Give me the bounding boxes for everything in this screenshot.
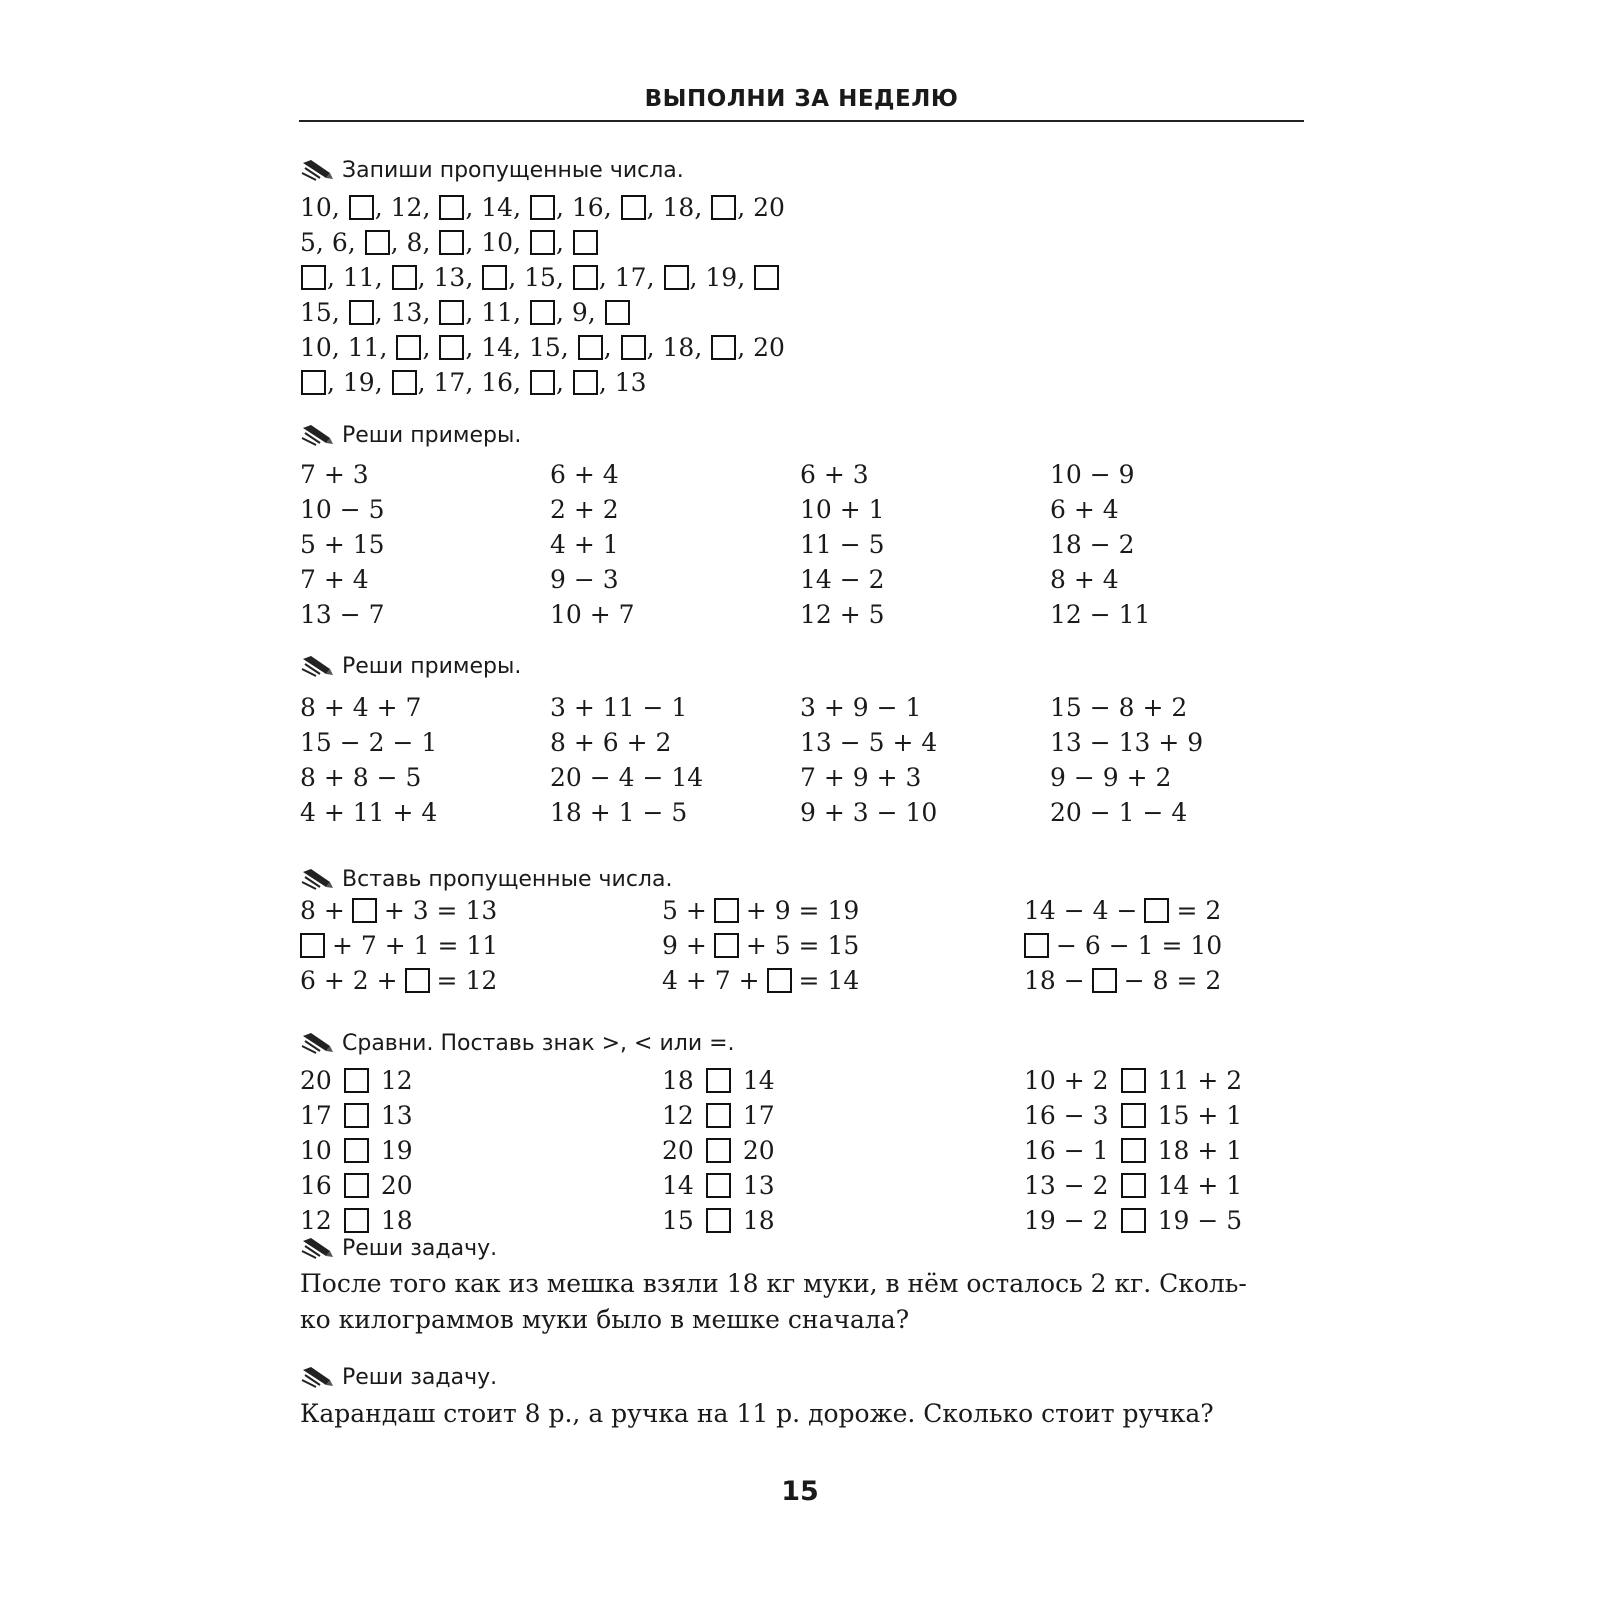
example-expression: 7 + 3 [300, 459, 369, 489]
answer-box[interactable] [349, 195, 374, 220]
answer-box[interactable] [482, 265, 507, 290]
separator: , [646, 332, 663, 362]
comparison-left: 12 [662, 1100, 694, 1130]
task-heading-problem-2 [300, 1362, 497, 1392]
answer-box[interactable] [754, 265, 779, 290]
separator: , [555, 192, 572, 222]
answer-box[interactable] [714, 898, 739, 923]
word-problem-line: ко килограммов муки было в мешке сначала? [300, 1305, 910, 1334]
comparison [1024, 1168, 1242, 1202]
answer-box[interactable] [706, 1138, 731, 1163]
comparison-left: 10 [300, 1135, 332, 1165]
comparison [662, 1203, 775, 1237]
separator: , [465, 227, 482, 257]
example-expression: 6 + 4 [550, 459, 619, 489]
sequence-number: 15 [300, 297, 332, 327]
separator: , [513, 297, 529, 327]
example-expression: 5 + 15 [300, 529, 385, 559]
example-expression: 10 − 5 [300, 494, 385, 524]
equation [300, 893, 497, 927]
answer-box[interactable] [439, 335, 464, 360]
comparison-left: 16 − 1 [1024, 1135, 1109, 1165]
example-expression: 13 − 5 + 4 [800, 727, 938, 757]
sequence-number: 11 [481, 297, 514, 327]
example-expression: 14 − 2 [800, 564, 885, 594]
example-expression: 15 − 2 − 1 [300, 727, 438, 757]
equation-left: 6 + 2 + [300, 965, 398, 995]
number-sequence [300, 365, 647, 399]
separator: , [737, 192, 754, 222]
example-expression: 18 + 1 − 5 [550, 797, 688, 827]
number-sequence [300, 225, 599, 259]
separator: , [347, 227, 364, 257]
answer-box[interactable] [344, 1068, 369, 1093]
answer-box[interactable] [605, 300, 630, 325]
answer-box[interactable] [392, 265, 417, 290]
separator: , [374, 367, 391, 397]
sequence-number: 19 [342, 367, 375, 397]
pencil-icon [300, 868, 334, 890]
separator: , [555, 227, 572, 257]
separator: , [646, 192, 663, 222]
answer-box[interactable] [301, 265, 326, 290]
sequence-number: 17 [433, 367, 466, 397]
comparison-right: 11 + 2 [1157, 1065, 1243, 1095]
separator: , [422, 192, 439, 222]
equation [1024, 893, 1221, 927]
equation [300, 928, 498, 962]
example-expression: 13 − 7 [300, 599, 385, 629]
equation-right: = 2 [1176, 895, 1222, 925]
comparison-right: 14 + 1 [1157, 1170, 1243, 1200]
answer-box[interactable] [1121, 1068, 1146, 1093]
answer-box[interactable] [1121, 1138, 1146, 1163]
equation [662, 928, 859, 962]
sequence-number: 12 [390, 192, 423, 222]
answer-box[interactable] [1092, 968, 1117, 993]
equation-right: + 3 = 13 [383, 895, 498, 925]
answer-box[interactable] [1121, 1103, 1146, 1128]
example-expression: 4 + 11 + 4 [300, 797, 438, 827]
separator: , [374, 297, 391, 327]
comparison-left: 13 − 2 [1024, 1170, 1109, 1200]
sequence-number: 13 [433, 262, 466, 292]
equation-left: 4 + 7 + [662, 965, 760, 995]
sequence-number: 11 [347, 332, 380, 362]
separator: , [513, 192, 529, 222]
separator: , [694, 332, 711, 362]
task-heading-examples [300, 651, 521, 681]
answer-box[interactable] [573, 370, 598, 395]
separator: , [737, 332, 754, 362]
example-expression: 6 + 4 [1050, 494, 1119, 524]
comparison [300, 1133, 413, 1167]
comparison [300, 1168, 413, 1202]
example-expression: 4 + 1 [550, 529, 619, 559]
answer-box[interactable] [344, 1173, 369, 1198]
comparison-right: 18 + 1 [1157, 1135, 1243, 1165]
separator: , [513, 332, 529, 362]
equation-right: + 7 + 1 = 11 [332, 930, 499, 960]
example-expression: 9 − 9 + 2 [1050, 762, 1172, 792]
example-expression: 15 − 8 + 2 [1050, 692, 1188, 722]
sequence-number: 8 [406, 227, 423, 257]
answer-box[interactable] [706, 1068, 731, 1093]
task-heading-examples [300, 420, 521, 450]
separator: , [422, 227, 439, 257]
comparison-right: 20 [380, 1170, 413, 1200]
answer-box[interactable] [405, 968, 430, 993]
separator: , [646, 262, 663, 292]
comparison-right: 19 [380, 1135, 413, 1165]
comparison-left: 18 [662, 1065, 694, 1095]
comparison-right: 12 [380, 1065, 413, 1095]
separator: , [689, 262, 706, 292]
separator: , [508, 262, 525, 292]
answer-box[interactable] [530, 300, 555, 325]
answer-box[interactable] [530, 230, 555, 255]
separator: , [555, 262, 572, 292]
word-problem-line: Карандаш стоит 8 р., а ручка на 11 р. дороже. Сколько стоит ручка? [300, 1399, 1214, 1428]
sequence-number: 13 [390, 297, 423, 327]
word-problem-1 [300, 1266, 1310, 1338]
equation-left: 18 − [1024, 965, 1085, 995]
example-expression: 10 − 9 [1050, 459, 1135, 489]
sequence-number: 16 [571, 192, 604, 222]
comparison-left: 20 [300, 1065, 332, 1095]
separator: , [694, 192, 711, 222]
comparison-left: 16 − 3 [1024, 1100, 1109, 1130]
answer-box[interactable] [711, 335, 736, 360]
task-heading-problem-1 [300, 1233, 497, 1263]
task-heading-label: Вставь пропущенные числа. [342, 866, 673, 892]
pencil-icon [300, 1237, 334, 1259]
separator: , [327, 262, 343, 292]
comparison [662, 1133, 775, 1167]
answer-box[interactable] [344, 1208, 369, 1233]
example-expression: 12 − 11 [1050, 599, 1151, 629]
separator: , [603, 332, 620, 362]
sequence-number: 15 [528, 332, 561, 362]
sequence-number: 14 [481, 332, 514, 362]
task-heading-label: Реши задачу. [342, 1235, 498, 1261]
comparison-left: 10 + 2 [1024, 1065, 1109, 1095]
number-sequence [300, 260, 780, 294]
separator: , [598, 262, 615, 292]
answer-box[interactable] [1121, 1173, 1146, 1198]
separator: , [513, 367, 529, 397]
sequence-number: 5 [300, 227, 316, 257]
example-expression: 7 + 4 [300, 564, 369, 594]
comparison-left: 16 [300, 1170, 332, 1200]
answer-box[interactable] [301, 370, 326, 395]
comparison-left: 19 − 2 [1024, 1205, 1109, 1235]
answer-box[interactable] [396, 335, 421, 360]
number-sequence [300, 295, 631, 329]
separator: , [603, 192, 620, 222]
separator: , [331, 192, 348, 222]
comparison-left: 20 [662, 1135, 694, 1165]
comparison [1024, 1133, 1242, 1167]
answer-box[interactable] [349, 300, 374, 325]
word-problem-line: После того как из мешка взяли 18 кг муки, в нём осталось 2 кг. Сколь- [300, 1269, 1247, 1298]
example-expression: 11 − 5 [800, 529, 885, 559]
sequence-number: 16 [481, 367, 514, 397]
answer-box[interactable] [573, 265, 598, 290]
comparison-left: 17 [300, 1100, 332, 1130]
example-expression: 8 + 6 + 2 [550, 727, 672, 757]
answer-box[interactable] [530, 195, 555, 220]
example-expression: 3 + 9 − 1 [800, 692, 922, 722]
separator: , [422, 332, 439, 362]
header-divider [299, 120, 1304, 122]
separator: , [513, 227, 529, 257]
example-expression: 10 + 1 [800, 494, 885, 524]
equation [300, 963, 497, 997]
answer-box[interactable] [767, 968, 792, 993]
example-expression: 18 − 2 [1050, 529, 1135, 559]
comparison [1024, 1203, 1242, 1237]
comparison-right: 20 [742, 1135, 775, 1165]
comparison-right: 13 [742, 1170, 775, 1200]
equation-right: + 5 = 15 [745, 930, 860, 960]
equation-left: 5 + [662, 895, 707, 925]
equation [662, 963, 859, 997]
separator: , [390, 227, 407, 257]
equation [1024, 963, 1221, 997]
number-sequence [300, 190, 785, 224]
pencil-icon [300, 424, 334, 446]
comparison-right: 19 − 5 [1157, 1205, 1243, 1235]
separator: , [315, 227, 332, 257]
answer-box[interactable] [706, 1173, 731, 1198]
separator: , [374, 262, 391, 292]
equation-right: − 8 = 2 [1123, 965, 1222, 995]
sequence-number: 19 [705, 262, 738, 292]
comparison [1024, 1098, 1242, 1132]
separator: , [465, 367, 482, 397]
answer-box[interactable] [439, 195, 464, 220]
separator: , [555, 297, 572, 327]
separator: , [560, 332, 577, 362]
task-heading-label: Сравни. Поставь знак >, < или =. [342, 1030, 735, 1056]
separator: , [465, 297, 482, 327]
separator: , [417, 367, 434, 397]
answer-box[interactable] [711, 195, 736, 220]
comparison-right: 13 [380, 1100, 413, 1130]
separator: , [374, 192, 391, 222]
answer-box[interactable] [344, 1138, 369, 1163]
answer-box[interactable] [578, 335, 603, 360]
separator: , [465, 332, 482, 362]
page-header-title: ВЫПОЛНИ ЗА НЕДЕЛЮ [644, 86, 959, 112]
sequence-number: 10 [481, 227, 514, 257]
answer-box[interactable] [621, 335, 646, 360]
example-expression: 8 + 8 − 5 [300, 762, 422, 792]
comparison-right: 14 [742, 1065, 775, 1095]
example-expression: 8 + 4 + 7 [300, 692, 422, 722]
comparison-left: 12 [300, 1205, 332, 1235]
separator: , [422, 297, 439, 327]
equation-left: 8 + [300, 895, 345, 925]
example-expression: 20 − 4 − 14 [550, 762, 704, 792]
sequence-number: 11 [342, 262, 375, 292]
answer-box[interactable] [621, 195, 646, 220]
comparison [300, 1063, 413, 1097]
task-heading-label: Запиши пропущенные числа. [342, 157, 684, 183]
equation-right: + 9 = 19 [745, 895, 860, 925]
task-heading-compare [300, 1028, 735, 1058]
comparison [662, 1063, 775, 1097]
example-expression: 20 − 1 − 4 [1050, 797, 1188, 827]
equation-right: = 14 [798, 965, 860, 995]
pencil-icon [300, 655, 334, 677]
example-expression: 7 + 9 + 3 [800, 762, 922, 792]
separator: , [587, 297, 604, 327]
example-expression: 3 + 11 − 1 [550, 692, 688, 722]
separator: , [327, 367, 343, 397]
example-expression: 9 + 3 − 10 [800, 797, 938, 827]
separator: , [331, 297, 348, 327]
sequence-number: 14 [481, 192, 514, 222]
answer-box[interactable] [392, 370, 417, 395]
example-expression: 13 − 13 + 9 [1050, 727, 1204, 757]
example-expression: 12 + 5 [800, 599, 885, 629]
answer-box[interactable] [352, 898, 377, 923]
sequence-number: 9 [571, 297, 588, 327]
example-expression: 8 + 4 [1050, 564, 1119, 594]
sequence-number: 13 [614, 367, 647, 397]
number-sequence [300, 330, 785, 364]
pencil-icon [300, 1032, 334, 1054]
sequence-number: 6 [331, 227, 348, 257]
answer-box[interactable] [1121, 1208, 1146, 1233]
task-heading-label: Реши примеры. [342, 422, 522, 448]
equation-right: = 12 [436, 965, 498, 995]
answer-box[interactable] [530, 370, 555, 395]
comparison [662, 1168, 775, 1202]
separator: , [465, 262, 482, 292]
separator: , [598, 367, 615, 397]
comparison [300, 1203, 413, 1237]
answer-box[interactable] [573, 230, 598, 255]
example-expression: 6 + 3 [800, 459, 869, 489]
sequence-number: 20 [753, 192, 785, 222]
equation-left: 9 + [662, 930, 707, 960]
pencil-icon [300, 159, 334, 181]
word-problem-2 [300, 1396, 1310, 1432]
comparison [300, 1098, 413, 1132]
comparison-left: 15 [662, 1205, 694, 1235]
equation-left: 14 − 4 − [1024, 895, 1138, 925]
separator: , [555, 367, 572, 397]
comparison-right: 18 [380, 1205, 413, 1235]
answer-box[interactable] [714, 933, 739, 958]
comparison-right: 15 + 1 [1157, 1100, 1243, 1130]
answer-box[interactable] [706, 1103, 731, 1128]
equation [662, 893, 859, 927]
task-heading-insert [300, 864, 672, 894]
sequence-number: 18 [662, 332, 695, 362]
answer-box[interactable] [706, 1208, 731, 1233]
equation [1024, 928, 1222, 962]
pencil-icon [300, 1366, 334, 1388]
task-heading-sequences [300, 155, 684, 185]
sequence-number: 10 [300, 192, 332, 222]
answer-box[interactable] [365, 230, 390, 255]
comparison-right: 18 [742, 1205, 775, 1235]
sequence-number: 15 [524, 262, 556, 292]
comparison [1024, 1063, 1242, 1097]
sequence-number: 18 [662, 192, 695, 222]
answer-box[interactable] [344, 1103, 369, 1128]
answer-box[interactable] [1024, 933, 1049, 958]
answer-box[interactable] [664, 265, 689, 290]
sequence-number: 17 [614, 262, 647, 292]
separator: , [465, 192, 482, 222]
separator: , [737, 262, 754, 292]
sequence-number: 10 [300, 332, 332, 362]
comparison [662, 1098, 775, 1132]
sequence-number: 20 [753, 332, 785, 362]
answer-box[interactable] [1144, 898, 1169, 923]
task-heading-label: Реши примеры. [342, 653, 522, 679]
page-number: 15 [781, 1476, 819, 1507]
answer-box[interactable] [439, 300, 464, 325]
answer-box[interactable] [439, 230, 464, 255]
example-expression: 2 + 2 [550, 494, 619, 524]
separator: , [331, 332, 348, 362]
task-heading-label: Реши задачу. [342, 1364, 498, 1390]
comparison-left: 14 [662, 1170, 694, 1200]
comparison-right: 17 [742, 1100, 775, 1130]
separator: , [417, 262, 434, 292]
example-expression: 10 + 7 [550, 599, 635, 629]
separator: , [379, 332, 396, 362]
answer-box[interactable] [300, 933, 325, 958]
equation-right: − 6 − 1 = 10 [1056, 930, 1223, 960]
example-expression: 9 − 3 [550, 564, 619, 594]
